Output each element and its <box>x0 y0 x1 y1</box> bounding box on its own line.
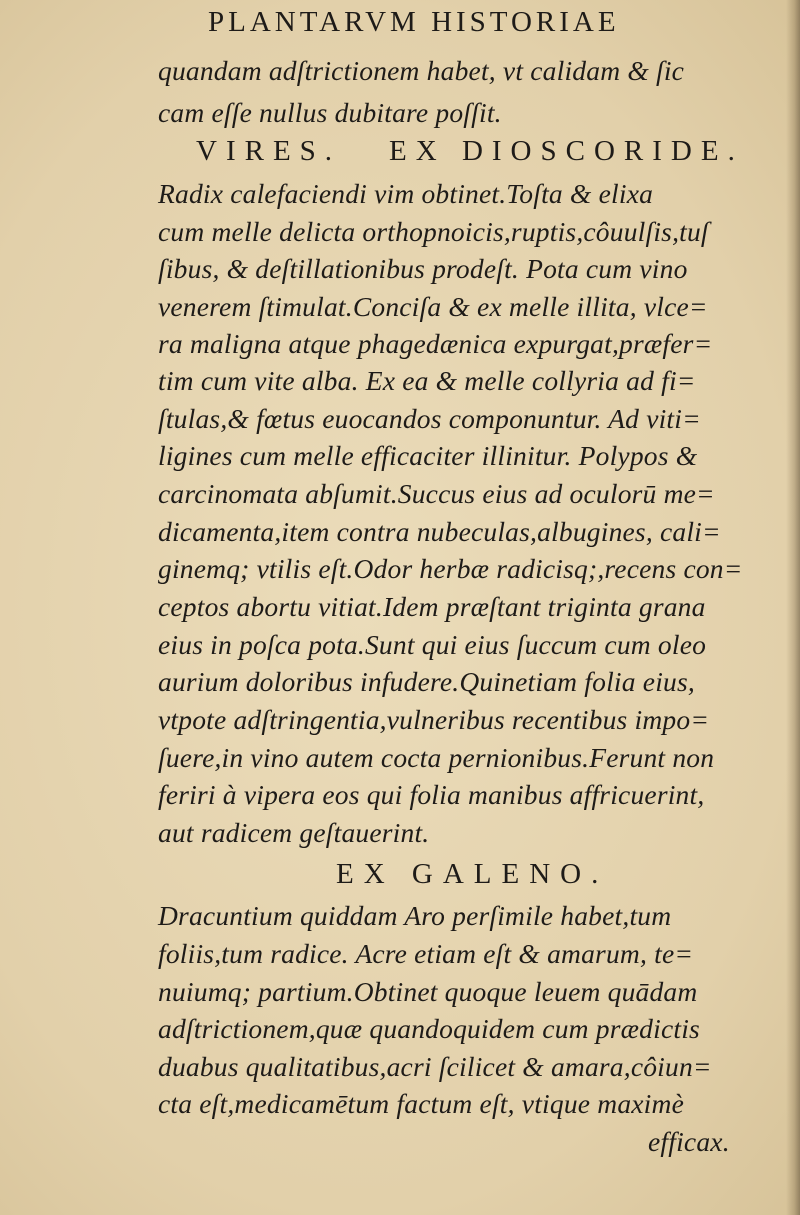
text-line: ceptos abortu vitiat.Idem præſtant triginta grana <box>158 591 706 622</box>
text-line: feriri à vipera eos qui folia manibus affricuerint, <box>158 779 705 810</box>
text-line: nuiumq; partium.Obtinet quoque leuem quādam <box>158 976 698 1007</box>
text-line: cta eſt,medicamētum factum eſt, vtique maximè <box>158 1088 684 1119</box>
text-line: ginemq; vtilis eſt.Odor herbæ radicisq;,recens con= <box>158 553 743 584</box>
text-line: quandam adſtrictionem habet, vt calidam & ſic <box>158 55 685 86</box>
text-line: ligines cum melle efficaciter illinitur. Polypos & <box>158 440 698 471</box>
text-line: dicamenta,item contra nubeculas,albugines, cali= <box>158 516 721 547</box>
text-line: venerem ſtimulat.Conciſa & ex melle illita, vlce= <box>158 291 708 322</box>
text-line: foliis,tum radice. Acre etiam eſt & amarum, te= <box>158 938 694 969</box>
text-line: aut radicem geſtauerint. <box>158 817 430 848</box>
text-line: eius in poſca pota.Sunt qui eius ſuccum cum oleo <box>158 629 707 660</box>
text-line: vtpote adſtringentia,vulneribus recentibus impo= <box>158 704 710 735</box>
text-line: efficax. <box>648 1126 730 1157</box>
heading-vires-label: VIRES. <box>196 135 342 167</box>
text-line: duabus qualitatibus,acri ſcilicet & amara,côiun= <box>158 1051 712 1082</box>
text-line: ra maligna atque phagedænica expurgat,præfer= <box>158 328 713 359</box>
text-line: adſtrictionem,quæ quandoquidem cum prædictis <box>158 1013 700 1044</box>
text-line: Radix calefaciendi vim obtinet.Toſta & elixa <box>158 178 654 209</box>
text-line: cam eſſe nullus dubitare poſſit. <box>158 97 502 128</box>
text-line: ſtulas,& fœtus euocandos componuntur. Ad viti= <box>158 403 701 434</box>
heading-dioscoride-label: EX DIOSCORIDE. <box>389 135 744 167</box>
text-line: aurium doloribus infudere.Quinetiam folia eius, <box>158 666 695 697</box>
text-line: Dracuntium quiddam Aro perſimile habet,tum <box>158 900 672 931</box>
text-line: tim cum vite alba. Ex ea & melle collyria ad fi= <box>158 365 696 396</box>
section-heading-galeno: EX GALENO. <box>336 858 609 890</box>
text-line: ſibus, & deſtillationibus prodeſt. Pota cum vino <box>158 253 688 284</box>
text-line: ſuere,in vino autem cocta pernionibus.Ferunt non <box>158 742 715 773</box>
text-line: cum melle delicta orthopnoicis,ruptis,côuulſis,tuſ <box>158 216 709 247</box>
page-gutter-shadow <box>786 0 800 1215</box>
section-heading-vires <box>196 135 744 168</box>
running-head: PLANTARVM HISTORIAE <box>208 6 620 38</box>
text-line: carcinomata abſumit.Succus eius ad oculorū me= <box>158 478 715 509</box>
